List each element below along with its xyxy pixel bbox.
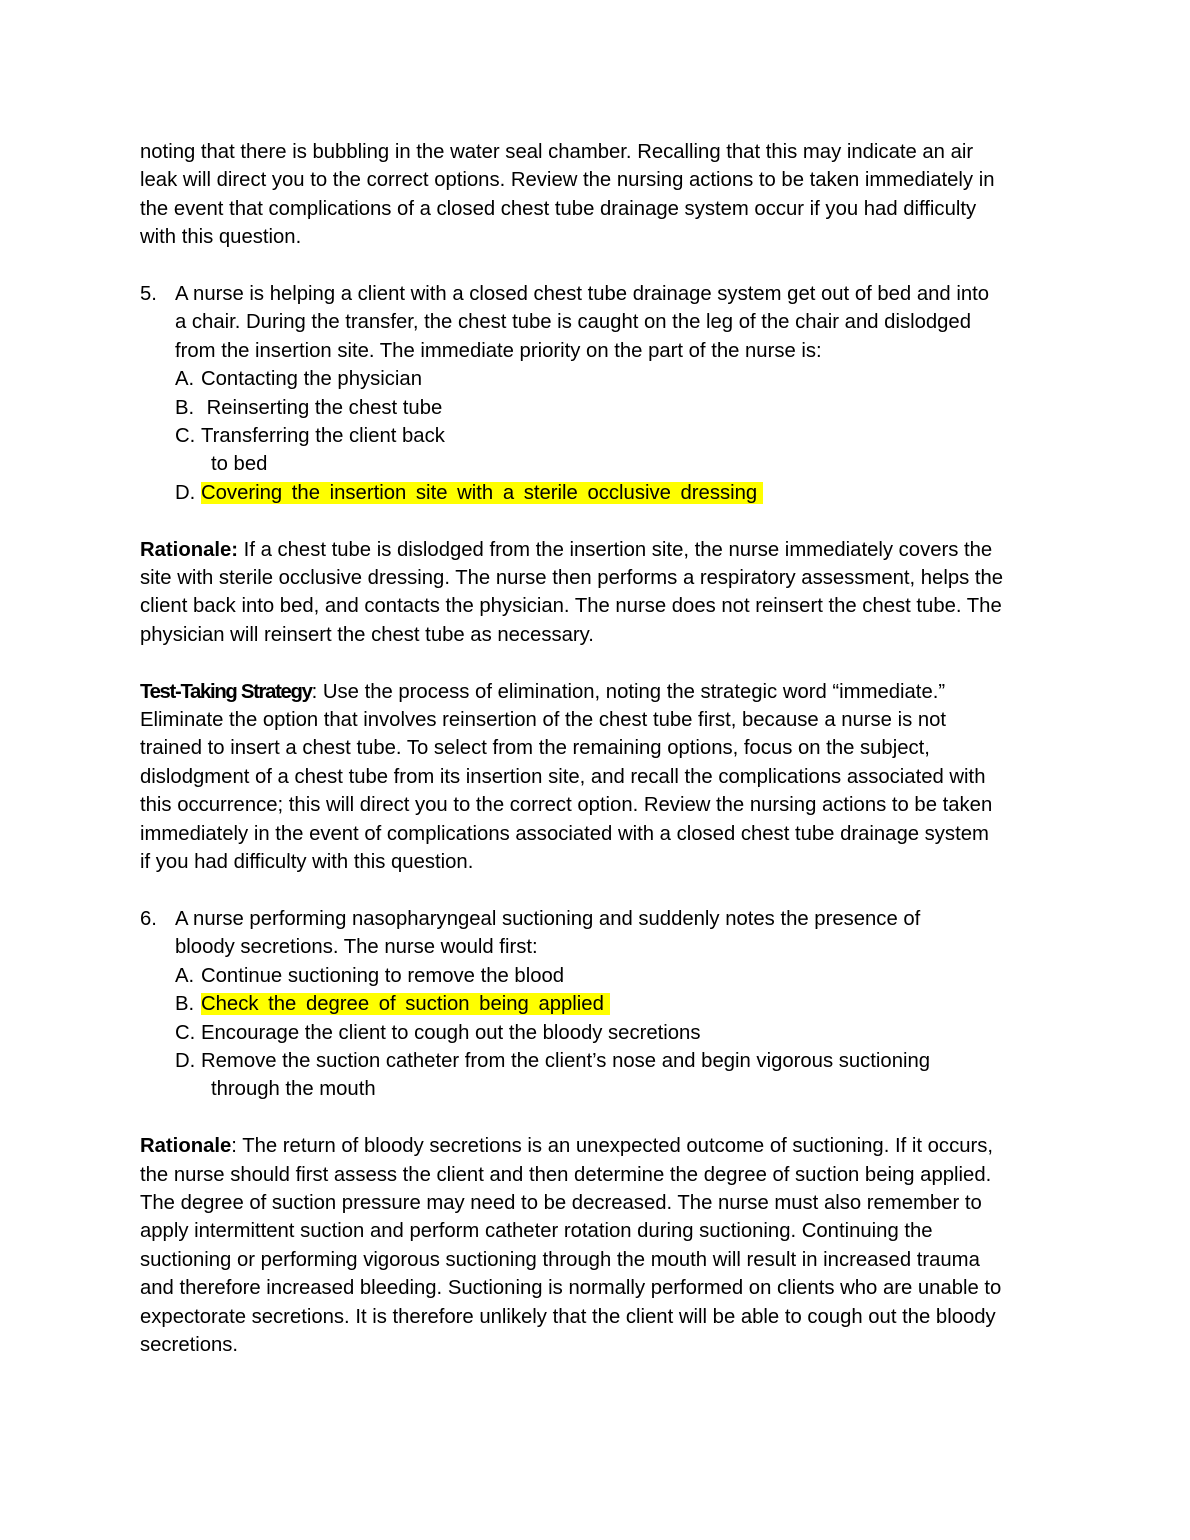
option-text-continuation: through the mouth xyxy=(211,1078,376,1101)
question-stem-line: bloody secretions. The nurse would first: xyxy=(175,936,538,959)
question-6 xyxy=(140,905,1060,1104)
option-a xyxy=(175,962,1060,990)
rationale-line: secretions. xyxy=(140,1333,239,1356)
document-page xyxy=(140,138,1060,1359)
strategy-line: trained to insert a chest tube. To select from the remaining options, focus on the subject, xyxy=(140,737,930,760)
question-number: 5. xyxy=(140,283,157,306)
option-text-wrapper xyxy=(201,479,1060,507)
rationale-line: apply intermittent suction and perform catheter rotation during suctioning. Continuing the xyxy=(140,1220,933,1243)
highlighted-correct-answer: Check the degree of suction being applied xyxy=(201,993,610,1015)
option-letter: C. xyxy=(175,1021,196,1044)
option-letter: B. xyxy=(175,993,195,1016)
test-taking-strategy xyxy=(140,678,1060,877)
intro-line: noting that there is bubbling in the water seal chamber. Recalling that this may indicate an air xyxy=(140,141,974,163)
rationale-text: : The return of bloody secretions is an unexpected outcome of suctioning. If it occurs, xyxy=(231,1135,994,1158)
question-5 xyxy=(140,280,1060,507)
strategy-line: dislodgment of a chest tube from its insertion site, and recall the complications associated with xyxy=(140,765,986,788)
option-c xyxy=(175,422,1060,479)
question-body xyxy=(175,280,1060,507)
question-number: 6. xyxy=(140,907,157,930)
option-a xyxy=(175,365,1060,393)
rationale-text: If a chest tube is dislodged from the insertion site, the nurse immediately covers the xyxy=(238,538,993,561)
option-text: Remove the suction catheter from the client’s nose and begin vigorous suctioning xyxy=(201,1049,931,1072)
option-letter: D. xyxy=(175,481,196,504)
option-text-continuation: to bed xyxy=(211,453,268,476)
intro-line: the event that complications of a closed chest tube drainage system occur if you had difficulty xyxy=(140,197,977,220)
question-stem-line: A nurse is helping a client with a closed chest tube drainage system get out of bed and into xyxy=(175,283,990,306)
rationale-line: client back into bed, and contacts the physician. The nurse does not reinsert the chest tube. The xyxy=(140,595,1002,618)
option-b xyxy=(175,394,1060,422)
highlighted-correct-answer: Covering the insertion site with a sterile occlusive dressing xyxy=(201,482,763,504)
option-letter: A. xyxy=(175,368,195,391)
strategy-line: this occurrence; this will direct you to the correct option. Review the nursing actions to be taken xyxy=(140,794,993,817)
rationale-line: suctioning or performing vigorous suctioning through the mouth will result in increased trauma xyxy=(140,1248,980,1271)
rationale-6 xyxy=(140,1132,1060,1359)
option-text: Continue suctioning to remove the blood xyxy=(201,964,565,987)
strategy-label: Test-Taking Strategy xyxy=(140,680,312,703)
option-text-block xyxy=(201,422,1060,479)
rationale-line xyxy=(140,536,1060,564)
rationale-line: the nurse should first assess the client and then determine the degree of suction being applied. xyxy=(140,1163,992,1186)
option-d-correct xyxy=(175,479,1060,507)
rationale-label: Rationale xyxy=(140,1135,232,1158)
intro-line: with this question. xyxy=(140,226,302,249)
rationale-line: site with sterile occlusive dressing. The nurse then performs a respiratory assessment, helps the xyxy=(140,567,1004,590)
rationale-label: Rationale: xyxy=(140,538,239,561)
option-text: Contacting the physician xyxy=(201,368,422,391)
option-letter: C. xyxy=(175,425,196,448)
question-stem-line: A nurse performing nasopharyngeal suctioning and suddenly notes the presence of xyxy=(175,907,921,930)
option-d xyxy=(175,1047,1060,1104)
rationale-line: and therefore increased bleeding. Suctioning is normally performed on clients who are unable to xyxy=(140,1277,1002,1300)
intro-line: leak will direct you to the correct options. Review the nursing actions to be taken immediately in xyxy=(140,169,995,192)
question-stem-line: from the insertion site. The immediate priority on the part of the nurse is: xyxy=(175,339,822,362)
option-c xyxy=(175,1019,1060,1047)
question-body xyxy=(175,905,1060,1104)
option-text: Encourage the client to cough out the bloody secretions xyxy=(201,1021,701,1044)
option-text-block xyxy=(201,1047,1060,1104)
strategy-line xyxy=(140,678,1060,706)
option-letter: D. xyxy=(175,1049,196,1072)
intro-paragraph xyxy=(140,138,1060,252)
option-letter: B. xyxy=(175,396,195,419)
rationale-line: physician will reinsert the chest tube as necessary. xyxy=(140,623,594,646)
option-b-correct xyxy=(175,990,1060,1018)
option-text-wrapper xyxy=(201,990,1060,1018)
question-stem-line: a chair. During the transfer, the chest tube is caught on the leg of the chair and dislodged xyxy=(175,311,971,334)
option-letter: A. xyxy=(175,964,195,987)
option-text: Transferring the client back xyxy=(201,425,445,448)
strategy-line: immediately in the event of complications associated with a closed chest tube drainage system xyxy=(140,822,989,845)
option-text: Reinserting the chest tube xyxy=(201,396,443,419)
strategy-text: : Use the process of elimination, noting the strategic word “immediate.” xyxy=(311,680,946,703)
rationale-line: The degree of suction pressure may need to be decreased. The nurse must also remember to xyxy=(140,1191,982,1214)
rationale-line xyxy=(140,1132,1060,1160)
strategy-line: if you had difficulty with this question. xyxy=(140,851,474,874)
rationale-line: expectorate secretions. It is therefore unlikely that the client will be able to cough out the bloody xyxy=(140,1305,996,1328)
strategy-line: Eliminate the option that involves reinsertion of the chest tube first, because a nurse is not xyxy=(140,709,947,732)
rationale-5 xyxy=(140,536,1060,650)
